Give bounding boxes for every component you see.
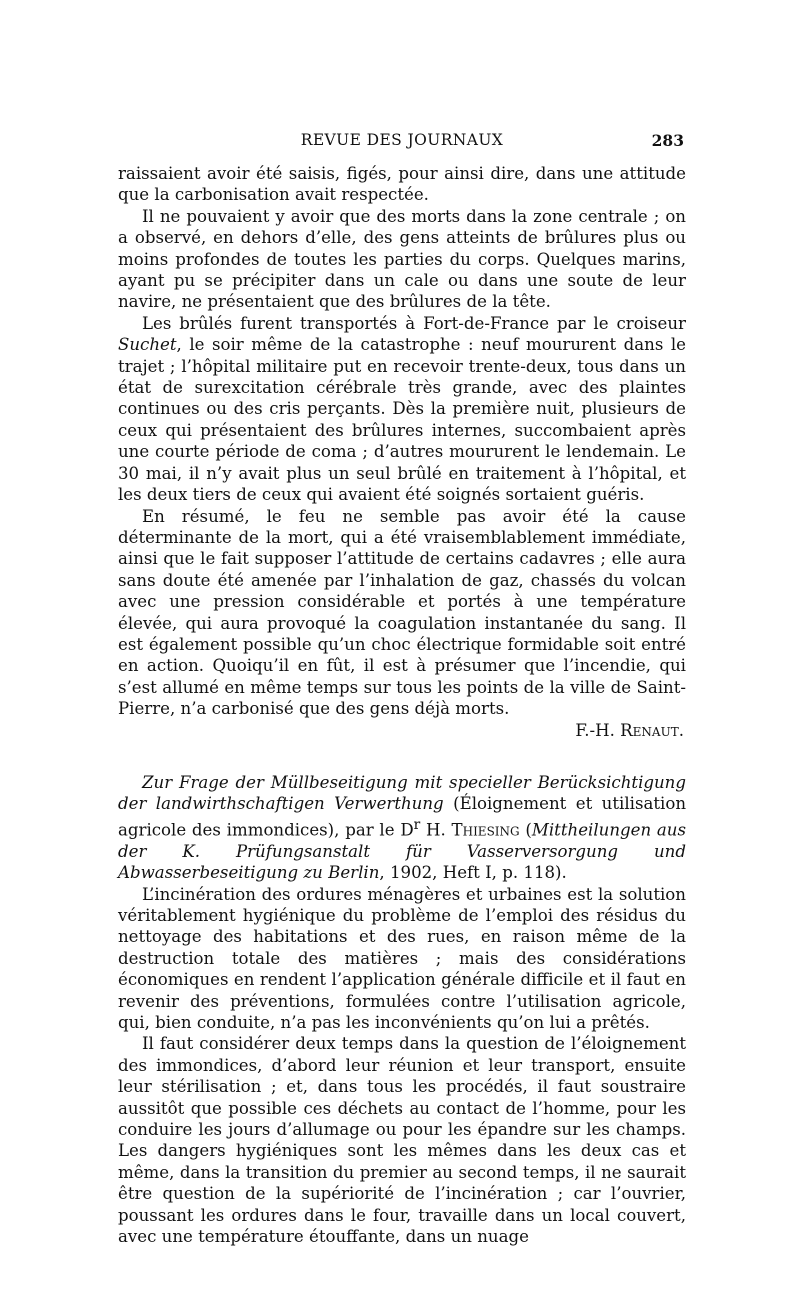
- citation-details: , 1902, Heft I, p. 118).: [379, 863, 567, 883]
- paragraph: Il faut considérer deux temps dans la question de l’éloignement des immondices, d’abord leur réunion et leur transport, ensuite leur stérilisation ; et, dans tous les procédés, il faut soustraire aussitôt que possible ces déchets au contact de l’homme, pour les conduire les jours d’allumage ou pour les épandre sur les champs. Les dangers hygiéniques sont les mêmes dans les deux cas et même, dans la transition du premier au second temps, il ne saurait être question de la supériorité de l’incinération ; car l’ouvrier, poussant les ordures dans le four, travaille dans un local couvert, avec une température étouffante, dans un nuage: [118, 1034, 686, 1247]
- doctor-superscript: r: [413, 816, 421, 833]
- text-run: Les brûlés furent transportés à Fort-de-France par le croiseur: [142, 313, 686, 333]
- article-title-french: (Éloignement et utilisation agricole des immondices), par le D: [118, 794, 687, 840]
- section-gap: [118, 741, 686, 772]
- page-body: [118, 163, 686, 1247]
- article-author: H. Thiesing: [420, 820, 520, 840]
- ship-name: Suchet: [118, 335, 177, 355]
- paragraph: [118, 313, 686, 506]
- article-title-german: Zur Frage der Müllbeseitigung mit specieller Berücksichtigung der landwirthschaftigen Verwerthung: [118, 772, 686, 814]
- paragraph: L’incinération des ordures ménagères et urbaines est la solution véritablement hygiénique du problème de l’emploi des résidus du nettoyage des habitations et des rues, en raison même de la destruction totale des matières ; mais des considérations économiques en rendent l’application générale difficile et il faut en revenir des préventions, formulées contre l’utilisation agricole, qui, bien conduite, n’a pas les inconvénients qu’on lui a prêtés.: [118, 884, 686, 1032]
- running-head: REVUE DES JOURNAUX: [300, 131, 504, 149]
- page-header: [118, 130, 686, 152]
- article-citation: [118, 772, 686, 884]
- text-run: , le soir même de la catastrophe : neuf moururent dans le trajet ; l’hôpital militaire put en recevoir trente-deux, tous dans un état de surexcitation cérébrale très grande, avec des plaintes continues ou des cris perçants. Dès la première nuit, plusieurs de ceux qui présentaient des brûlures internes, succombaient après une courte période de coma ; d’autres moururent le lendemain. Le 30 mai, il n’y avait plus un seul brûlé en traitement à l’hôpital, et les deux tiers de ceux qui avaient été soignés sortaient guéris.: [118, 335, 686, 505]
- journal-source: Mittheilungen aus der K. Prüfungsanstalt für Vasserversorgung und Abwasserbeseitigung zu Berlin: [118, 820, 687, 883]
- paragraph: En résumé, le feu ne semble pas avoir été la cause déterminante de la mort, qui a été vraisemblablement immédiate, ainsi que le fait supposer l’attitude de certains cadavres ; elle aura sans doute été amenée par l’inhalation de gaz, chassés du volcan avec une pression considérable et portés à une température élevée, qui aura provoqué la coagulation instantanée du sang. Il est également possible qu’un choc électrique formidable soit entré en action. Quoiqu’il en fût, il est à présumer que l’incendie, qui s’est allumé en même temps sur tous les points de la ville de Saint-Pierre, n’a carbonisé que des gens déjà morts.: [118, 506, 686, 719]
- page-number: 283: [651, 131, 684, 150]
- text-run: (: [519, 820, 532, 840]
- paragraph: Il ne pouvaient y avoir que des morts dans la zone centrale ; on a observé, en dehors d’elle, des gens atteints de brûlures plus ou moins profondes de toutes les parties du corps. Quelques marins, ayant pu se précipiter dans un cale ou dans une soute de leur navire, ne présentaient que des brûlures de la tête.: [118, 206, 686, 312]
- paragraph-continuation: raissaient avoir été saisis, figés, pour ainsi dire, dans une attitude que la carbonisation avait respectée.: [118, 164, 686, 205]
- author-signature: F.-H. Renaut.: [575, 720, 684, 740]
